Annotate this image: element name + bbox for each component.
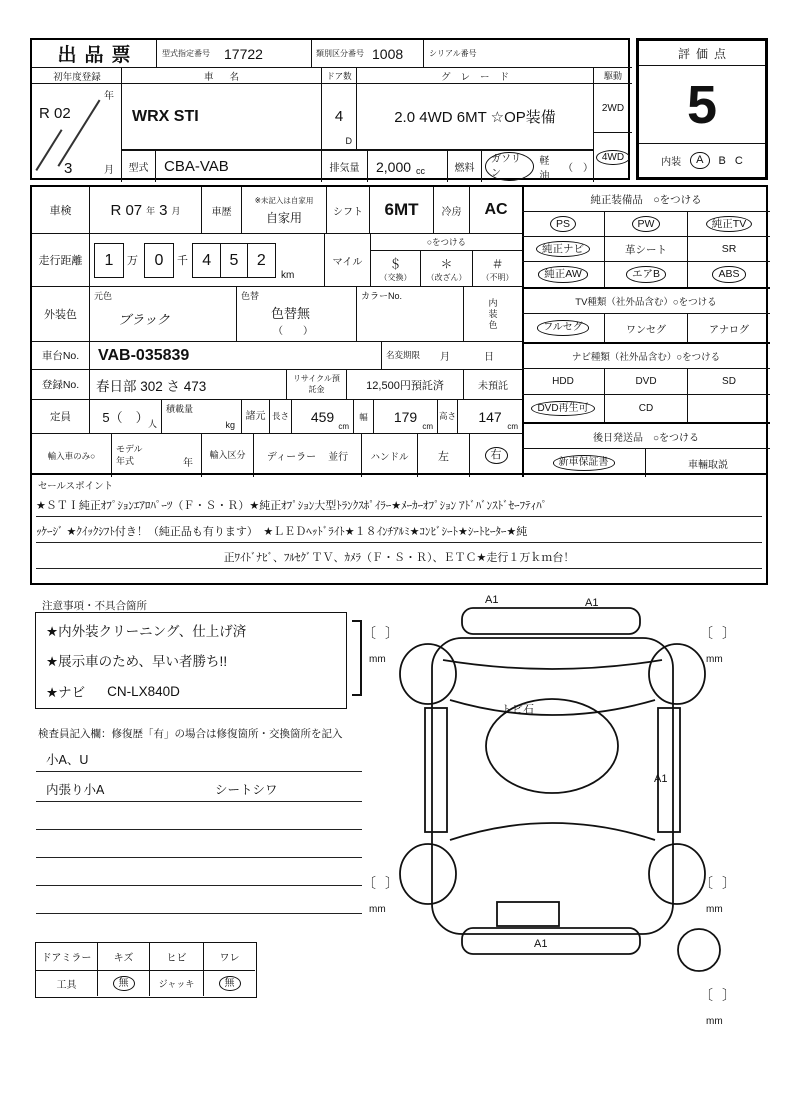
equipment-ps-value: PS [550,216,576,232]
base-color-label: 元色 [94,291,113,301]
load-capacity-cell [162,400,242,434]
interior-grade-b: B [718,154,726,167]
serial-number-label: シリアル番号 [429,49,477,58]
top-section [30,38,630,180]
width-label: 幅 [354,400,374,434]
sales-points-section [30,473,768,585]
cooling-label: 冷房 [434,187,470,234]
notes-title: 注意事項・不具合箇所 [42,600,147,612]
tools-table [35,942,257,998]
notes-line-1: ★内外装クリーニング、仕上げ済 [46,624,247,639]
mm-label: mm [706,1016,723,1027]
inspection-label: 車検 [32,187,90,234]
rear-window-line [450,823,655,840]
mileage-digit-sen: 0 [144,243,174,278]
scratch-label: キズ [98,943,150,971]
mileage-unit-sen: 千 [177,255,188,267]
color-change-value: 色替無 [271,306,311,321]
sales-line-1: ★ＳＴＩ純正ｵﾌﾟｼｮﾝｴｱﾛﾊﾟｰﾂ（Ｆ・Ｓ・Ｒ）★純正ｵﾌﾟｼｮﾝ大型ﾄﾗﾝｸｽﾎﾟｲﾗｰ★ﾒｰｶｰｵﾌﾟｼｮﾝ ｱﾄﾞﾊﾞﾝｽﾄﾞｾｰﾌﾃｨﾊﾟ [36,491,762,517]
equipment-airbag-value: エアB [626,266,666,282]
ruled-line [36,829,362,830]
mileage-digit-box [192,243,276,278]
spec-label: 諸元 [242,400,270,434]
tv-fullseg-value: フルセグ [537,320,589,336]
rear-bumper [462,928,640,954]
model-year-label: モデル年式 [116,443,143,466]
model-code-label: 型式 [122,150,156,182]
first-registration-year: R 02 [39,105,71,122]
bracket-open: 〔 [699,625,713,641]
evaluation-box [636,38,768,180]
oem-equipment-header: 純正装備品 ○をつける [522,187,770,212]
navi-sd: SD [688,369,770,395]
displacement-value: 2,000 [376,158,412,175]
navi-type-header: ナビ種類（社外品含む）○をつける [522,342,770,369]
door-count [322,84,357,150]
interior-color-label: 内装色 [464,287,522,342]
ruled-line [36,801,362,802]
interior-grade-label: 内装 [661,157,682,168]
bracket-open: 〔 [699,875,713,891]
middle-section [30,185,768,475]
mileage-unit-km: km [281,270,295,281]
displacement-unit: cc [416,165,426,176]
mm-label: mm [706,904,723,915]
import-class-options [254,434,362,477]
mileage-digit-man: 1 [94,243,124,278]
equipment-abs-value: ABS [712,266,745,282]
first-registration-label: 初年度登録 [32,68,122,84]
mileage-digit-1: 4 [202,251,212,269]
mileage-option-unknown [472,251,522,287]
interior-grade-row [639,143,765,177]
door-type: D [345,136,352,146]
notes-navi-label: ★ナビ [46,685,86,700]
ruled-line [36,771,362,772]
equipment-oem-tv [688,212,770,237]
grade-label: グレード [357,68,594,84]
rear-left-wheel [400,844,456,904]
jack-label: ジャッキ [150,971,204,996]
mileage-opt1-sub: （交換） [379,272,412,282]
fuel-paren: （ ） [563,163,593,174]
fuel-gasoline: ガソリン [485,152,534,181]
tv-oneseg: ワンセグ [605,314,688,342]
inspection-month: 3 [159,201,168,219]
drive-type-4wd [594,133,632,182]
car-name-label: 車名 [122,68,322,84]
first-registration-month-unit: 月 [104,165,114,176]
equipment-pw-value: PW [632,216,661,232]
crack-label: ヒビ [150,943,204,971]
right-rocker-panel [658,708,680,832]
length-value: 459 [310,408,335,425]
form-title: 出品票 [32,40,157,68]
left-rocker-panel [425,708,447,832]
mileage-unit-man: 万 [127,255,138,267]
car-name: WRX STI [122,84,322,150]
classification-number-label: 類別区分番号 [316,49,364,58]
tool-none-1 [98,971,150,996]
hood-line [443,660,662,669]
mileage-digits [90,234,324,287]
drive-type-2wd: 2WD [594,84,632,133]
equipment-oem-aw-value: 純正AW [538,266,588,282]
defect-mark-a1: A1 [485,594,499,606]
name-change-month-unit: 月 [440,352,450,363]
ruled-line [36,913,362,914]
car-body [432,638,673,934]
load-capacity-unit: kg [225,420,235,430]
equipment-abs [688,262,770,287]
ruled-line [36,885,362,886]
recycle-deposit-label: リサイクル預託金 [287,370,347,400]
capacity-value-cell [90,400,162,434]
defect-stone-chip: トビ石 [501,704,534,716]
later-shipping-header: 後日発送品 ○をつける [522,422,770,449]
name-change-day-unit: 日 [484,352,494,363]
door-count-value: 4 [334,108,344,125]
capacity-label: 定員 [32,400,90,434]
mileage-opt2-sub: （改ざん） [426,272,467,282]
first-registration-month: 3 [64,160,73,177]
tool-label: 工具 [36,971,98,996]
equipment-sr: SR [688,237,770,262]
model-code: CBA-VAB [156,150,322,182]
notes-navi-model: CN-LX840D [107,683,180,699]
equipment-ps [522,212,605,237]
model-year-cell [112,434,202,477]
shift-value: 6MT [370,187,434,234]
mileage-opt3-sub: （不明） [481,272,514,282]
base-color-value: ブラック [118,312,170,327]
defect-mark-a1: A1 [654,773,668,785]
handle-label: ハンドル [362,434,418,477]
recycle-deposit-value: 12,500円預託済 [347,370,464,400]
color-number-cell [357,287,464,342]
width-value-cell [374,400,438,434]
navi-dvd-playable-value: DVD再生可 [531,401,594,417]
history-cell [242,187,327,234]
mm-label: mm [369,904,386,915]
inspection-year: R 07 [110,201,143,219]
inspector-entry-2a: 内張り小A [46,783,105,797]
displacement-label: 排気量 [322,150,368,182]
model-approval-number: 17722 [224,45,263,62]
shift-label: シフト [327,187,370,234]
width-value: 179 [393,408,418,425]
navi-empty-cell [688,395,770,422]
inspector-entry-1: 小A、U [46,753,89,767]
defect-mark-a1: A1 [534,938,548,950]
navi-hdd: HDD [522,369,605,395]
model-approval-number-label: 型式指定番号 [162,49,210,58]
inspection-month-unit: 月 [171,205,181,216]
equipment-pw [605,212,688,237]
navi-dvd-playable [522,395,605,422]
handle-right-selected: 右 [485,447,508,464]
displacement [368,150,448,182]
length-label: 長さ [270,400,292,434]
plate-number: 春日部 302 さ 473 [90,370,287,400]
fuel-label: 燃料 [448,150,482,182]
history-label: 車歴 [202,187,242,234]
color-change-paren: （ ） [273,326,313,337]
navi-cd: CD [605,395,688,422]
door-mirror-label: ドアミラー [36,943,98,971]
bracket-close: 〕 [722,875,736,891]
cooling-value: AC [470,187,522,234]
tool-none-2 [204,971,255,996]
height-label: 高さ [438,400,458,434]
mileage-opt1: ＄ [389,256,402,271]
height-value: 147 [478,408,502,425]
height-value-cell [458,400,522,434]
rear-right-wheel [649,844,705,904]
classification-number: 1008 [372,45,404,62]
inspector-entry-2b: シートシワ [215,783,278,797]
equipment-leather-seat: 革シート [605,237,688,262]
sales-line-2: ｯｹｰｼﾞ ★ｸｲｯｸｼﾌﾄ付き！（純正品も有ります） ★ＬＥＤﾍｯﾄﾞﾗｲﾄ★１８ｲﾝﾁｱﾙﾐ★ｺﾝﾋﾞｼｰﾄ★ｼｰﾄﾋｰﾀｰ★純 [36,517,762,543]
history-note: ※未記入は自家用 [254,195,314,205]
fuel-type [482,150,594,182]
notes-line-2: ★展示車のため、早い者勝ち!! [46,654,228,669]
handle-left: 左 [418,434,470,477]
tv-fullseg [522,314,605,342]
import-dealer: ディーラー [266,452,317,463]
mileage-label: 走行距離 [32,234,90,287]
tool-none-2-value: 無 [219,976,241,992]
fuel-diesel: 軽油 [539,155,550,182]
mileage-digit-2: 5 [220,244,247,277]
height-unit: cm [507,422,518,431]
name-change-cell [382,342,522,370]
tv-type-header: TV種類（社外品含む）○をつける [522,287,770,314]
recycle-not-deposited: 未預託 [464,370,522,400]
bracket-open: 〔 [362,875,376,891]
equipment-oem-navi-value: 純正ナビ [536,241,590,257]
equipment-oem-tv-value: 純正TV [706,216,752,232]
sales-points-label: セールスポイント [38,481,114,492]
color-number-label: カラーNo. [361,291,403,301]
import-parallel: 並行 [328,452,349,463]
length-value-cell [292,400,354,434]
bracket-close: 〕 [385,625,399,641]
plate-number-label: 登録No. [32,370,90,400]
mile-label: マイル [324,234,370,287]
inspection-expiry [90,187,202,234]
evaluation-label: 評価点 [639,41,765,66]
windshield-line [450,700,655,715]
drive-type-label: 駆動 [594,68,632,84]
import-only-label: 輸入車のみ○ [32,434,112,477]
first-registration-cell [32,68,122,182]
width-unit: cm [422,422,433,431]
chassis-number: VAB-035839 [90,342,382,370]
mileage-opt2: ＊ [440,256,453,271]
mm-label: mm [706,654,723,665]
mileage-digit-3: 2 [256,251,266,269]
ship-manual: 車輛取説 [688,459,728,471]
notes-box [35,612,347,709]
exterior-color-label: 外装色 [32,287,90,342]
mileage-option-tampered [420,251,472,287]
notes-line-3 [46,681,180,701]
evaluation-score: 5 [686,74,718,135]
front-bumper [462,608,640,634]
mileage-mark-note: ○をつける [370,234,522,251]
inspector-title: 検査員記入欄：修復歴「有」の場合は修復箇所・交換箇所を記入 [38,728,343,740]
interior-grade-c: C [734,154,743,167]
ship-warranty-book-value: 新車保証書 [553,455,615,471]
inspection-year-unit: 年 [146,205,156,216]
history-value: 自家用 [265,210,302,225]
mileage-option-exchange [370,251,420,287]
front-right-wheel [649,644,705,704]
bracket-open: 〔 [362,625,376,641]
split-label: ワレ [204,943,255,971]
trunk-panel [497,902,559,926]
door-count-label: ドア数 [322,68,357,84]
bracket-close: 〕 [722,987,736,1003]
name-change-label: 名変期限 [386,350,421,361]
navi-dvd: DVD [605,369,688,395]
ruled-line [36,857,362,858]
chassis-number-label: 車台No. [32,342,90,370]
capacity-value: 5（ ） [102,410,149,425]
equipment-oem-aw [522,262,605,287]
bracket-close: 〕 [385,875,399,891]
mileage-opt3: ＃ [491,256,504,271]
load-capacity-label: 積載量 [166,404,194,414]
capacity-unit: 人 [147,419,157,429]
mm-label: mm [369,654,386,665]
car-condition-diagram [355,588,767,1034]
model-year-unit: 年 [183,458,193,469]
first-registration-year-unit: 年 [104,91,114,102]
base-color-cell [90,287,237,342]
front-left-wheel [400,644,456,704]
length-unit: cm [338,422,349,431]
handle-right [470,434,522,477]
equipment-oem-navi [522,237,605,262]
spare-tire [678,929,720,971]
tv-analog: アナログ [709,324,749,336]
bracket-open: 〔 [699,987,713,1003]
car-outline [400,608,720,971]
bracket-close: 〕 [722,625,736,641]
tool-none-1-value: 無 [113,976,135,992]
drive-type-selected: 4WD [596,150,630,166]
grade: 2.0 4WD 6MT ☆OP装備 [357,84,594,150]
color-change-label: 色替 [241,291,260,301]
import-class-label: 輸入区分 [202,434,254,477]
defect-mark-a1: A1 [585,597,599,609]
interior-grade-a: A [690,152,709,169]
equipment-airbag [605,262,688,287]
color-change-cell [237,287,357,342]
sales-line-3: 正ﾜｲﾄﾞﾅﾋﾞ、ﾌﾙｾｸﾞＴＶ、ｶﾒﾗ（Ｆ・Ｓ・Ｒ）、ＥＴＣ★走行１万ｋｍ台！ [36,543,762,569]
